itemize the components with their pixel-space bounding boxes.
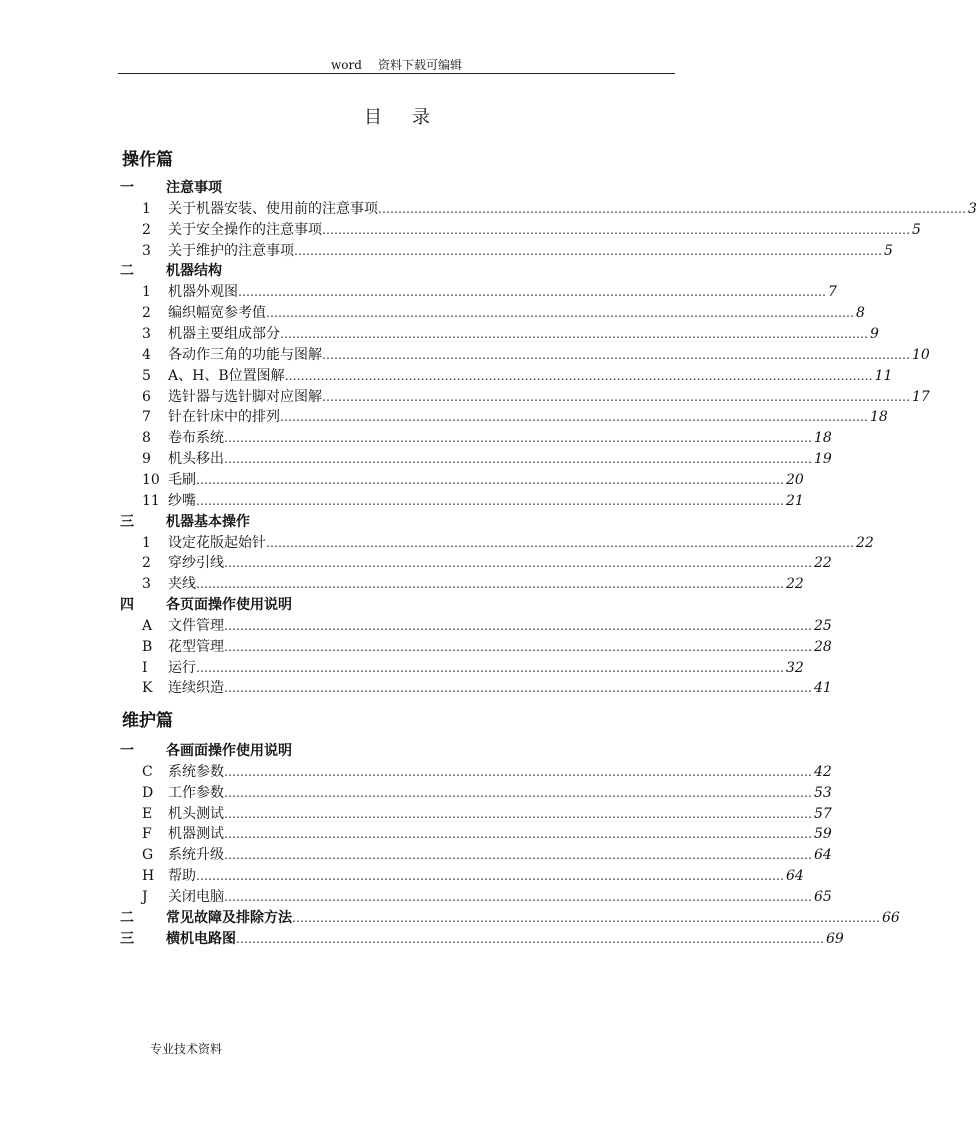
entry-number: J (142, 889, 148, 905)
dot-leader: ………………………………………………………………………………………………………………………………… (292, 910, 880, 925)
page-number: 41 (814, 680, 832, 697)
toc-entry[interactable] (118, 303, 865, 323)
page-number: 9 (870, 326, 879, 342)
page-number: 20 (786, 471, 804, 488)
entry-number: 9 (142, 451, 151, 468)
toc-entry[interactable] (118, 282, 837, 302)
entry-title: 机器测试 (168, 826, 224, 843)
section-number: 一 (120, 743, 134, 759)
entry-title: 关于机器安装、使用前的注意事项 (168, 200, 378, 217)
page-number: 18 (814, 430, 832, 447)
entry-title: 选针器与选针脚对应图解 (168, 388, 322, 405)
entry-title: 机器外观图 (168, 284, 238, 301)
dot-leader: ………………………………………………………………………………………………………………………………… (196, 869, 784, 884)
toc-entry[interactable] (118, 845, 832, 865)
dot-leader: ………………………………………………………………………………………………………………………………… (224, 618, 812, 633)
page-number: 57 (814, 805, 832, 822)
section-number: 四 (120, 597, 134, 613)
entry-number: 11 (142, 492, 160, 509)
entry-number: 1 (142, 200, 151, 217)
toc-section[interactable] (118, 261, 666, 281)
page-number: 42 (814, 763, 832, 780)
dot-leader: ………………………………………………………………………………………………………………………………… (196, 493, 784, 508)
dot-leader: ………………………………………………………………………………………………………………………………… (322, 389, 910, 404)
page-number: 19 (814, 451, 832, 468)
entry-number: D (142, 784, 154, 801)
toc-section[interactable] (118, 741, 666, 761)
page-number: 10 (912, 346, 930, 363)
page-number: 7 (828, 284, 837, 301)
section-title: 常见故障及排除方法 (166, 909, 292, 926)
page-number: 28 (814, 638, 832, 655)
entry-title: 系统参数 (168, 763, 224, 780)
toc-entry[interactable] (118, 387, 930, 407)
toc-entry[interactable] (118, 783, 832, 803)
section-title: 注意事项 (166, 180, 222, 196)
dot-leader: ………………………………………………………………………………………………………………………………… (196, 472, 784, 487)
toc-entry[interactable] (118, 199, 977, 219)
dot-leader: ………………………………………………………………………………………………………………………………… (224, 890, 812, 904)
entry-title: 针在针床中的排列 (168, 409, 280, 426)
toc-entry[interactable] (118, 762, 832, 782)
entry-number: 3 (142, 242, 151, 259)
section-title: 横机电路图 (166, 930, 236, 947)
entry-number: F (142, 826, 152, 843)
toc-entry[interactable] (118, 804, 832, 824)
toc-entry[interactable] (118, 407, 888, 427)
entry-number: E (142, 805, 153, 822)
entry-number: 1 (142, 534, 151, 551)
header-word: word (331, 58, 362, 72)
toc-entry[interactable] (118, 428, 832, 448)
toc-section[interactable] (118, 595, 666, 615)
dot-leader: ………………………………………………………………………………………………………………………………… (196, 577, 784, 592)
entry-number: 4 (142, 346, 151, 363)
toc-entry[interactable] (118, 345, 930, 365)
dot-leader: ………………………………………………………………………………………………………………………………… (224, 681, 812, 696)
entry-title: 卷布系统 (168, 430, 224, 447)
page-number: 25 (814, 617, 832, 634)
entry-title: 关闭电脑 (168, 889, 224, 905)
toc-entry[interactable] (118, 616, 832, 636)
page-number: 3 (968, 200, 977, 217)
page-number: 69 (826, 930, 844, 947)
dot-leader: ………………………………………………………………………………………………………………………………… (236, 931, 824, 946)
entry-number: 1 (142, 284, 151, 301)
page-number: 64 (814, 847, 832, 864)
toc-entry[interactable] (118, 637, 832, 657)
entry-title: 机器主要组成部分 (168, 326, 280, 342)
entry-number: 8 (142, 430, 151, 447)
entry-title: 纱嘴 (168, 492, 196, 509)
page-number: 59 (814, 826, 832, 843)
page-number: 8 (856, 305, 865, 322)
entry-title: 机头移出 (168, 451, 224, 468)
toc-entry[interactable] (118, 366, 893, 386)
dot-leader: ………………………………………………………………………………………………………………………………… (294, 243, 882, 258)
dot-leader: ………………………………………………………………………………………………………………………………… (238, 285, 826, 300)
page-number: 5 (884, 242, 893, 259)
toc-section[interactable] (118, 512, 666, 532)
part-title: 维护篇 (122, 711, 173, 731)
toc-entry[interactable] (118, 449, 832, 469)
page-number: 11 (874, 367, 893, 384)
dot-leader: ………………………………………………………………………………………………………………………………… (224, 431, 812, 446)
dot-leader: ………………………………………………………………………………………………………………………………… (266, 535, 854, 550)
toc-entry[interactable] (118, 678, 832, 698)
page-number: 5 (912, 221, 921, 238)
toc-entry[interactable] (118, 866, 804, 886)
page-number: 64 (786, 868, 804, 885)
toc-entry[interactable] (118, 324, 879, 344)
section-title: 机器结构 (166, 263, 222, 280)
toc-entry[interactable] (118, 574, 804, 594)
entry-title: A、H、B位置图解 (168, 367, 285, 384)
entry-title: 系统升级 (168, 847, 224, 864)
entry-title: 各动作三角的功能与图解 (168, 346, 322, 363)
entry-title: 机头测试 (168, 805, 224, 822)
toc-entry[interactable] (118, 491, 804, 511)
entry-title: 设定花版起始针 (168, 534, 266, 551)
entry-title: 工作参数 (168, 784, 224, 801)
toc-entry[interactable] (118, 824, 832, 844)
dot-leader: ………………………………………………………………………………………………………………………………… (280, 410, 868, 425)
dot-leader: ………………………………………………………………………………………………………………………………… (280, 327, 868, 341)
entry-number: B (142, 638, 153, 655)
toc-section[interactable] (118, 929, 844, 949)
page-number: 53 (814, 784, 832, 801)
entry-title: 关于安全操作的注意事项 (168, 221, 322, 238)
section-number: 二 (120, 909, 134, 926)
section-number: 三 (120, 930, 134, 947)
section-title: 各页面操作使用说明 (166, 597, 292, 613)
entry-number: C (142, 763, 153, 780)
dot-leader: ………………………………………………………………………………………………………………………………… (224, 848, 812, 863)
entry-number: 6 (142, 388, 151, 405)
entry-title: 夹线 (168, 576, 196, 593)
dot-leader: ………………………………………………………………………………………………………………………………… (224, 785, 812, 800)
entry-number: 3 (142, 576, 151, 593)
dot-leader: ………………………………………………………………………………………………………………………………… (322, 347, 910, 362)
dot-leader: ………………………………………………………………………………………………………………………………… (224, 806, 812, 821)
entry-title: 运行 (168, 659, 196, 676)
dot-leader: ………………………………………………………………………………………………………………………………… (284, 368, 873, 383)
entry-number: K (142, 680, 153, 697)
page-number: 22 (786, 576, 804, 593)
entry-number: 2 (142, 221, 151, 238)
entry-number: 10 (142, 471, 160, 488)
toc-entry[interactable] (118, 533, 874, 553)
toc-section[interactable] (118, 178, 666, 198)
dot-leader: ………………………………………………………………………………………………………………………………… (322, 222, 910, 237)
toc-entry[interactable] (118, 220, 921, 240)
entry-number: 2 (142, 305, 151, 322)
page-number: 22 (856, 534, 874, 551)
toc-entry[interactable] (118, 658, 804, 678)
entry-number: A (142, 617, 153, 634)
dot-leader: ………………………………………………………………………………………………………………………………… (266, 306, 854, 321)
entry-title: 关于维护的注意事项 (168, 242, 294, 259)
section-number: 二 (120, 263, 134, 280)
page-number: 22 (814, 555, 832, 572)
page-header (118, 57, 675, 73)
page-number: 65 (814, 889, 832, 905)
page-number: 18 (870, 409, 888, 426)
entry-title: 编织幅宽参考值 (168, 305, 266, 322)
dot-leader: ………………………………………………………………………………………………………………………………… (224, 556, 812, 571)
entry-title: 花型管理 (168, 638, 224, 655)
dot-leader: ………………………………………………………………………………………………………………………………… (196, 660, 784, 675)
entry-number: 5 (142, 367, 151, 384)
part-title: 操作篇 (122, 150, 173, 170)
entry-title: 连续织造 (168, 680, 224, 697)
entry-title: 穿纱引线 (168, 555, 224, 572)
section-number: 三 (120, 513, 134, 530)
page-footer: 专业技术资料 (150, 1042, 223, 1056)
dot-leader: ………………………………………………………………………………………………………………………………… (224, 639, 812, 654)
toc-entry[interactable] (118, 241, 893, 261)
toc-entry[interactable] (118, 887, 832, 907)
page-number: 17 (912, 388, 930, 405)
page-number: 66 (882, 909, 900, 926)
header-note: 资料下载可编辑 (377, 58, 462, 72)
dot-leader: ………………………………………………………………………………………………………………………………… (224, 452, 812, 467)
entry-number: 2 (142, 555, 151, 572)
entry-number: H (142, 868, 155, 885)
page-number: 32 (786, 659, 804, 676)
entry-number: I (142, 659, 148, 676)
toc-entry[interactable] (118, 553, 832, 573)
toc-title: 目 录 (364, 107, 430, 128)
entry-number: 7 (142, 409, 151, 426)
header-rule (118, 73, 675, 74)
dot-leader: ………………………………………………………………………………………………………………………………… (378, 201, 966, 216)
section-title: 机器基本操作 (166, 513, 250, 530)
section-title: 各画面操作使用说明 (166, 743, 292, 759)
dot-leader: ………………………………………………………………………………………………………………………………… (224, 827, 812, 842)
entry-number: 3 (142, 326, 151, 342)
dot-leader: ………………………………………………………………………………………………………………………………… (224, 764, 812, 779)
section-number: 一 (120, 180, 134, 196)
page-number: 21 (786, 492, 804, 509)
entry-title: 文件管理 (168, 617, 224, 634)
toc-section[interactable] (118, 908, 900, 928)
entry-title: 毛刷 (168, 471, 196, 488)
entry-title: 帮助 (168, 868, 196, 885)
entry-number: G (142, 847, 154, 864)
toc-entry[interactable] (118, 470, 804, 490)
